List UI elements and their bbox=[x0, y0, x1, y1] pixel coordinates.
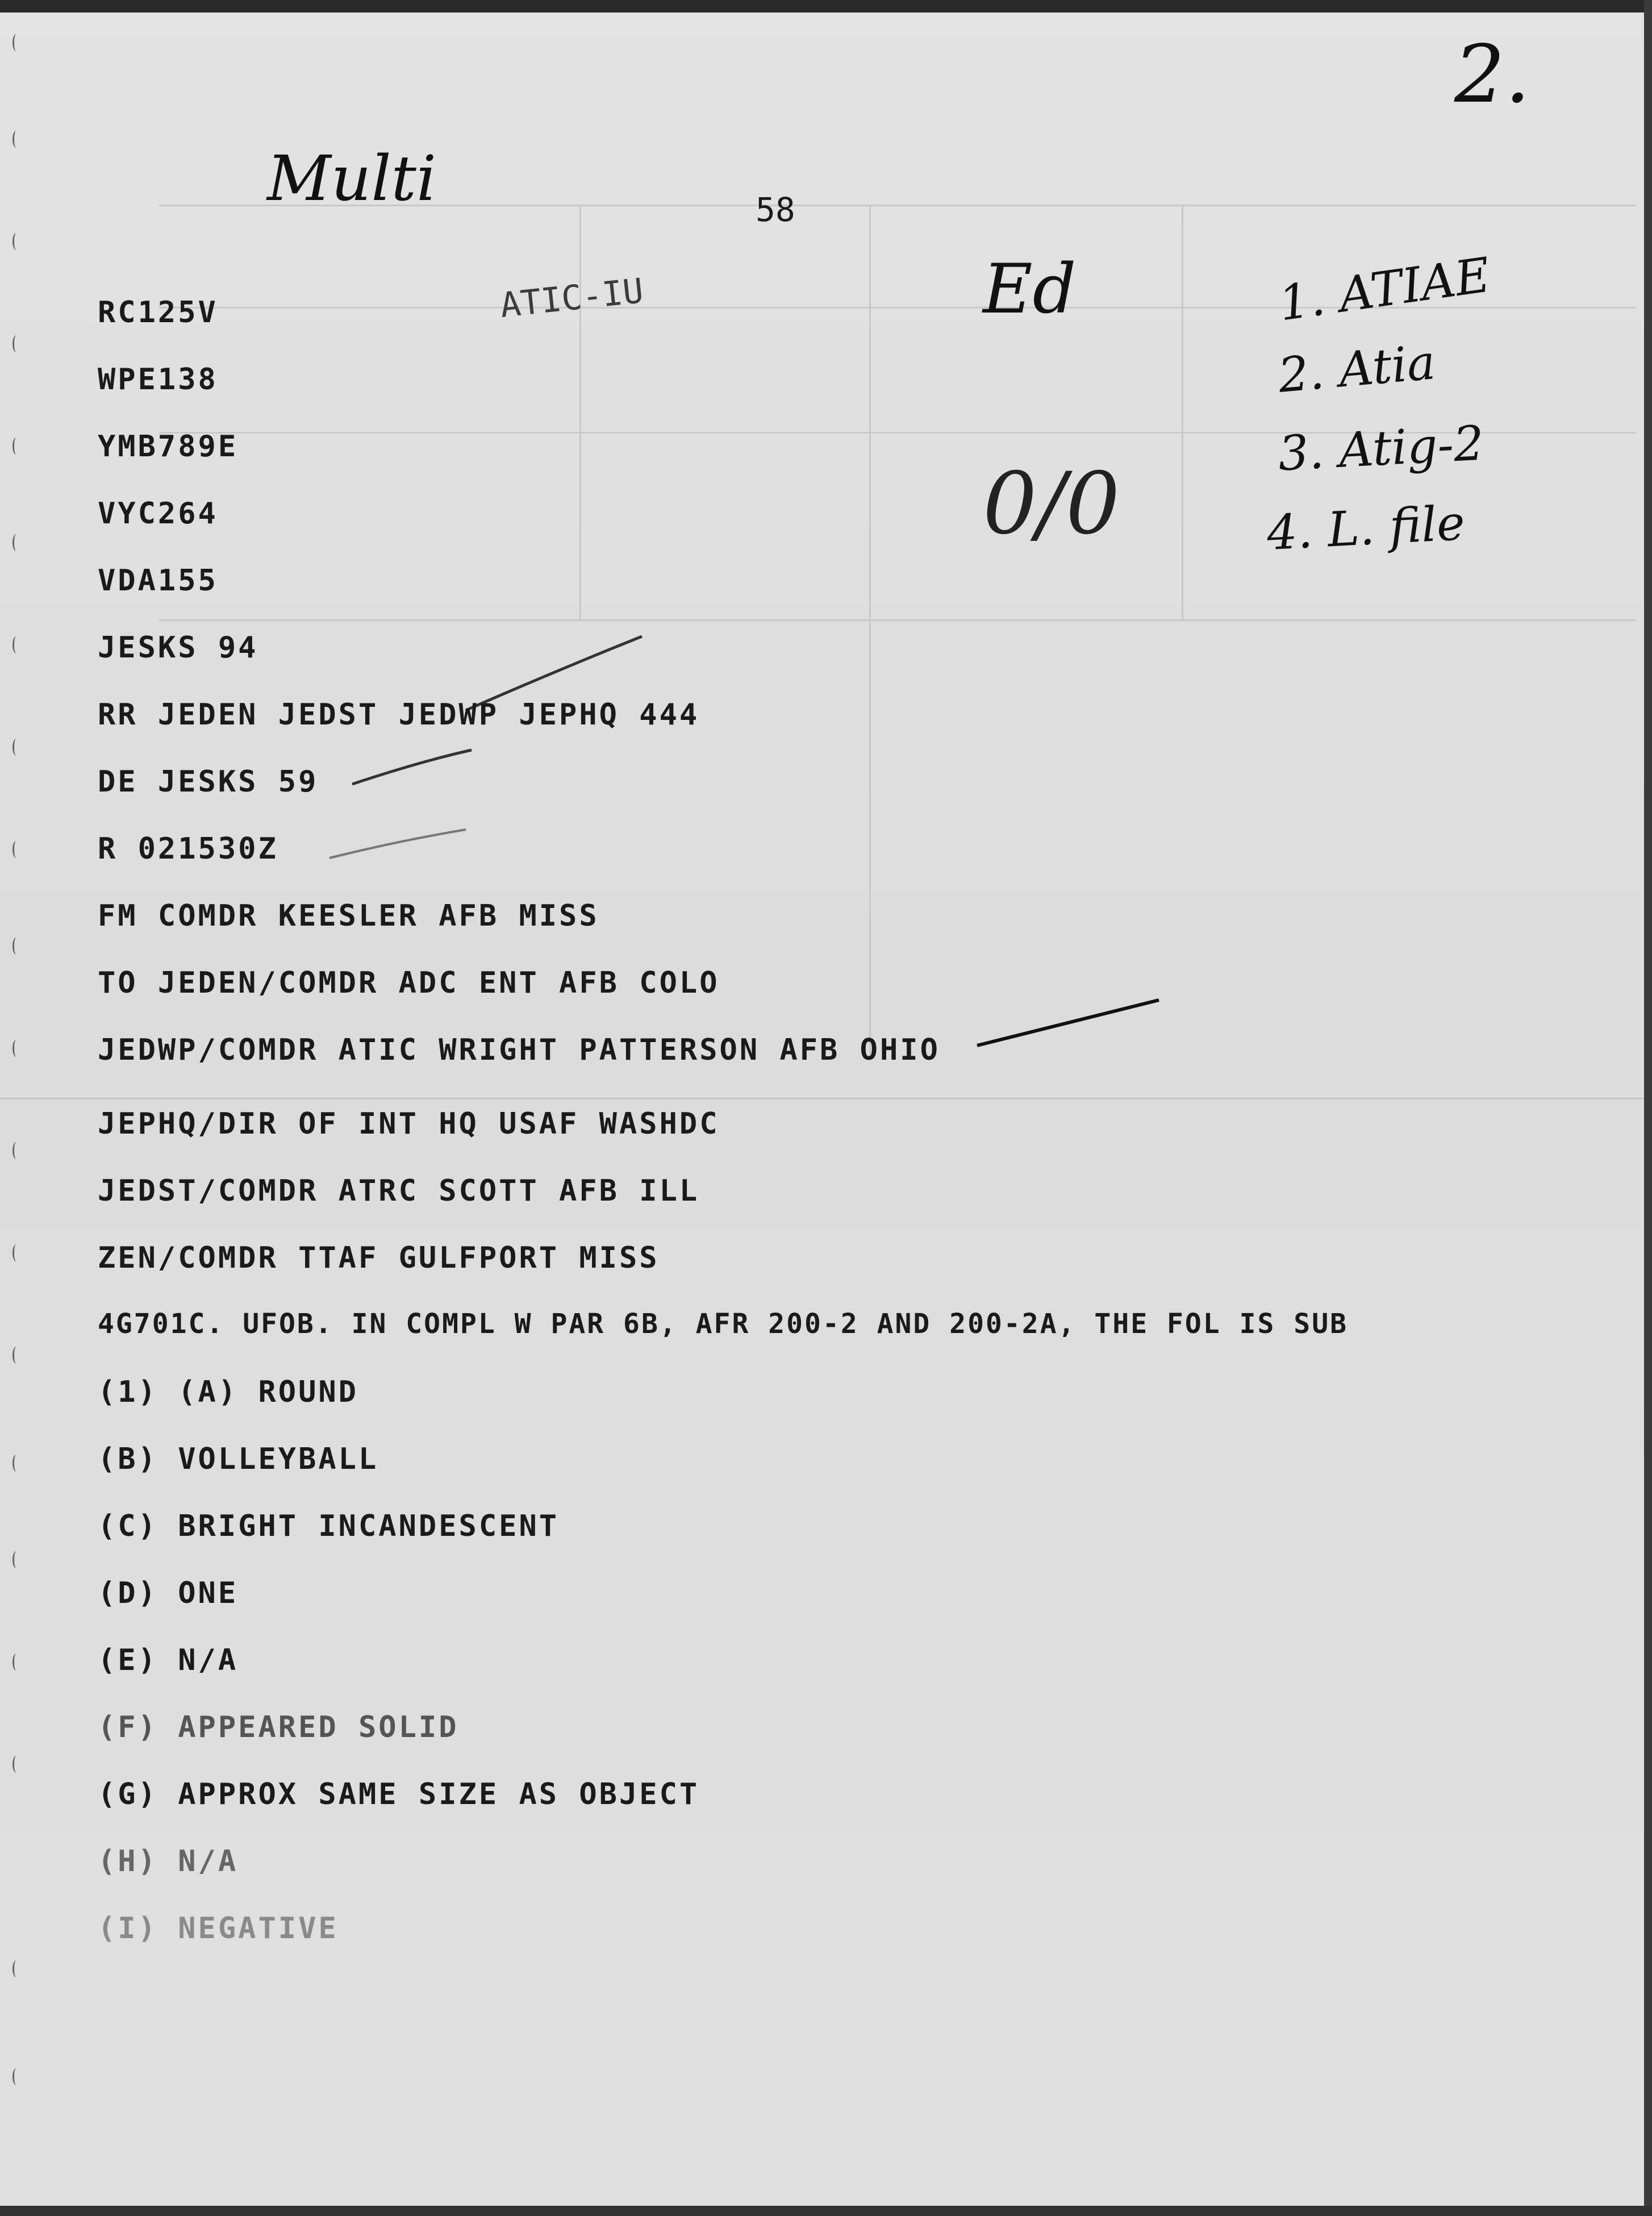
message-line: RR JEDEN JEDST JEDWP JEPHQ 444 bbox=[98, 698, 700, 732]
handwritten-initials: Ed bbox=[983, 250, 1077, 329]
routing-note: 4. L. file bbox=[1265, 494, 1466, 561]
message-line: FM COMDR KEESLER AFB MISS bbox=[98, 899, 599, 933]
message-line: (F) APPEARED SOLID bbox=[98, 1710, 459, 1744]
message-line: TO JEDEN/COMDR ADC ENT AFB COLO bbox=[98, 966, 720, 1000]
message-line: (D) ONE bbox=[98, 1576, 239, 1610]
message-line: (H) N/A bbox=[98, 1844, 239, 1878]
message-line: (1) (A) ROUND bbox=[98, 1375, 358, 1409]
message-line: ZEN/COMDR TTAF GULFPORT MISS bbox=[98, 1241, 660, 1275]
message-line: (G) APPROX SAME SIZE AS OBJECT bbox=[98, 1777, 700, 1811]
handwritten-note: Multi bbox=[267, 142, 437, 215]
page-number: 2. bbox=[1454, 28, 1530, 121]
message-line: VDA155 bbox=[98, 564, 218, 598]
message-line: (C) BRIGHT INCANDESCENT bbox=[98, 1509, 560, 1543]
message-line: DE JESKS 59 bbox=[98, 765, 319, 799]
routing-note: 1. ATIAE bbox=[1275, 247, 1494, 332]
message-line: YMB789E bbox=[98, 430, 239, 464]
routing-note: 3. Atig-2 bbox=[1276, 415, 1486, 482]
handwritten-mark: 0/0 bbox=[983, 455, 1120, 553]
message-line: VYC264 bbox=[98, 497, 218, 531]
message-line: RC125V bbox=[98, 295, 218, 330]
message-line: WPE138 bbox=[98, 363, 218, 397]
message-line: JEPHQ/DIR OF INT HQ USAF WASHDC bbox=[98, 1107, 720, 1141]
message-line: (E) N/A bbox=[98, 1643, 239, 1677]
message-line: (I) NEGATIVE bbox=[98, 1911, 339, 1946]
message-line: JEDWP/COMDR ATIC WRIGHT PATTERSON AFB OHIO bbox=[98, 1033, 940, 1067]
message-line: R 021530Z bbox=[98, 832, 278, 866]
routing-note: 2. Atia bbox=[1276, 334, 1438, 403]
stamp-number: 58 bbox=[756, 190, 795, 229]
message-line: JESKS 94 bbox=[98, 631, 258, 665]
message-line: (B) VOLLEYBALL bbox=[98, 1442, 379, 1476]
message-line: 4G701C. UFOB. IN COMPL W PAR 6B, AFR 200-2 AND 200-2A, THE FOL IS SUB bbox=[98, 1308, 1348, 1340]
message-line: JEDST/COMDR ATRC SCOTT AFB ILL bbox=[98, 1174, 700, 1208]
received-stamp: ATIC-IU bbox=[498, 270, 645, 326]
